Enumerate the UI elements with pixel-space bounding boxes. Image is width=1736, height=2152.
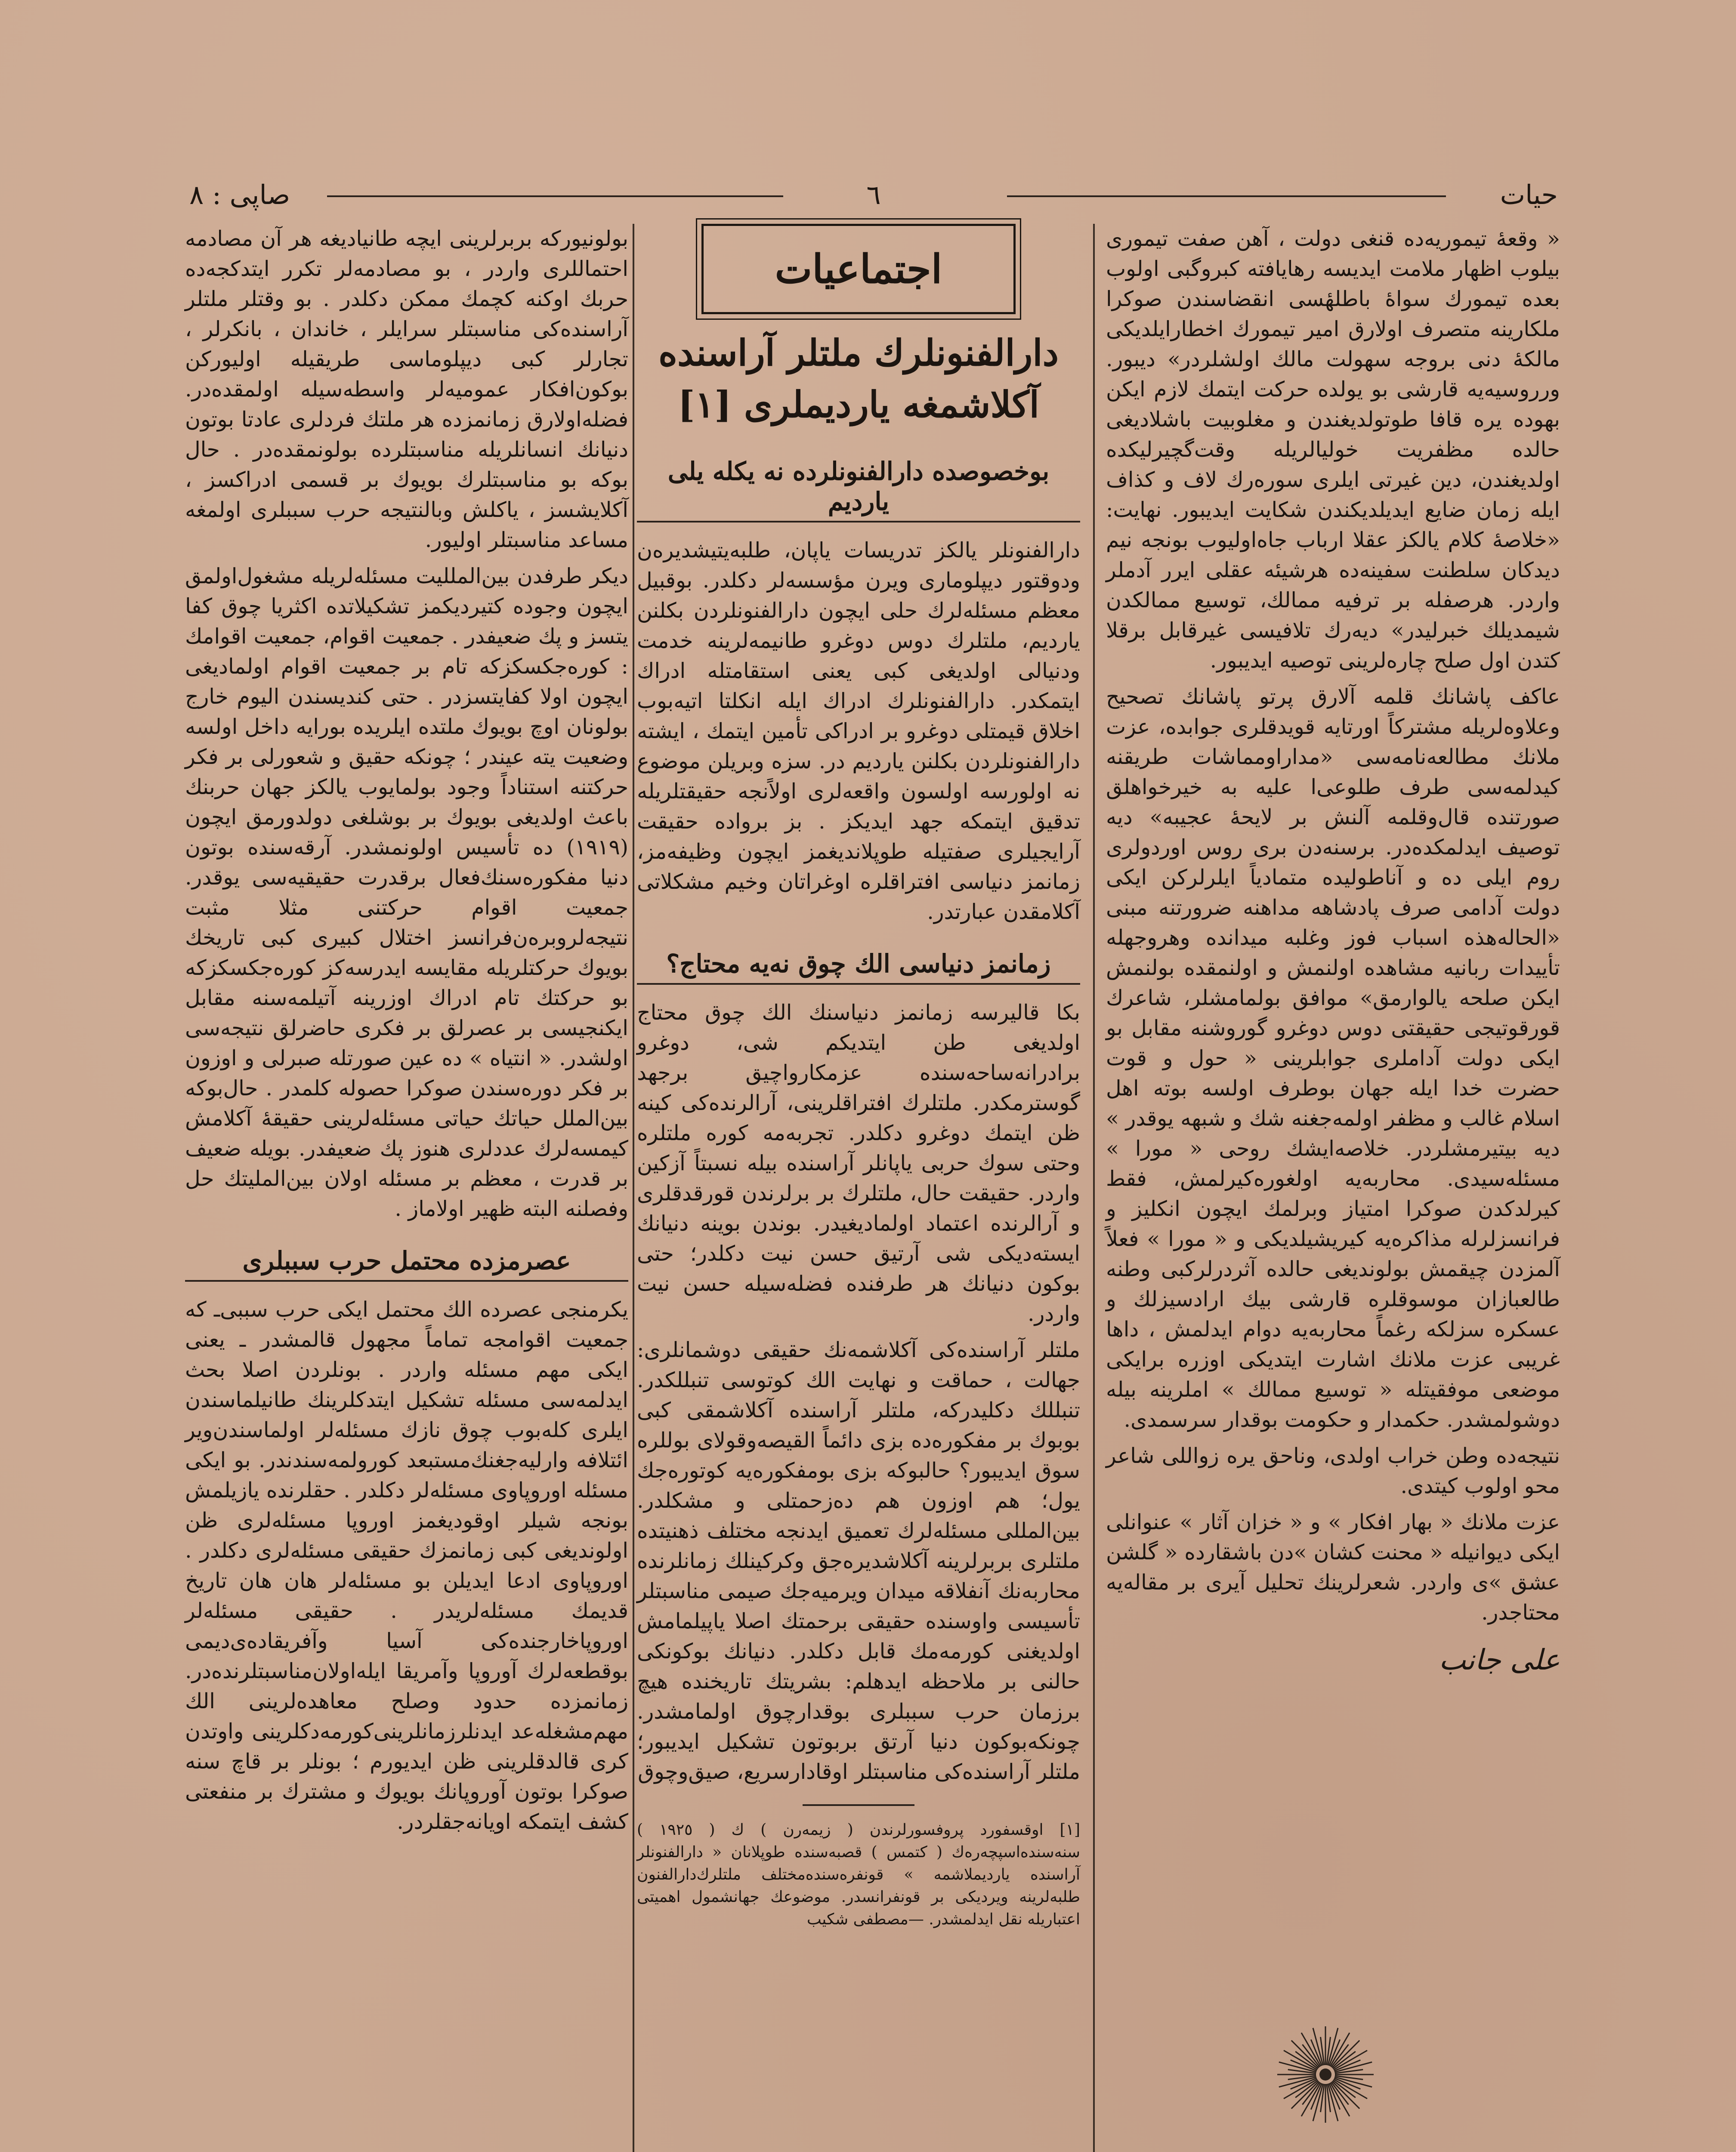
right-paragraph: « وقعهٔ تیموریه‌ده قنغی دولت ، آهن صفت تیموری بیلوب اظهار ملامت ایدیسه رهایافته کبروگبی اولوب بعده تیمورك سواهٔ باطلهٔسی انقضاسندن صوکرا ملکارینه متصرف اولارق امیر تیمورك اخطارایلدیکی مالکهٔ دنی بروجه سهولت مالك اولشلردر» دیبور. ورروسیه‌یه قارشی بو یولده حرکت ایتمك لازم ایکن بهوده یره قافا طوتولدیغندن و مغلوبیت باشلادیغی حالده مظفریت خولیالریله وقت‌گچیرلیکده اولدیغندن، دین غیرتی ایلری سوره‌رك لاف و کذاف ایله زمان ضایع ایدیلدیکندن شکایت ایدیبور. نهایت: «خلاصهٔ کلام یالکز عقلا ارباب جاه‌اولیوب بونجه نیم دیدکان سلطنت سفینه‌ده هرشیئه عقلی ایرر آدملر واردر. هرصفله بر ترفیه ممالك، توسیع ممالکدن شیمدیلك خبرلیدر» دیه‌رك تلافیسی غیرقابل برقلا کتدن اول صلح چاره‌لرینی توصیه ایدیبور. <box>1106 226 1560 673</box>
footnote: [١] اوقسفورد پروفسورلرندن ( زیمه‌رن ) ك ( ١٩٢٥ ) سنه‌سنده‌اسپچه‌ره‌ك ( کتمس ) قصبه‌سنده طوپلانان « دارالفنونلر آراسنده یاردیملاشمه » قونفره‌سنده‌مختلف ملتلرك‌دارالفنون طلبه‌لرینه ویردیکی بر قونفرانسدر. موضوعك جهانشمول اهمیتی اعتباریله نقل ایدلمشدر. —مصطفی شکیب <box>637 1821 1080 1928</box>
subheading: عصرمزده محتمل حرب سببلری <box>185 1246 628 1282</box>
header-rule-right <box>1007 195 1446 197</box>
section-box-title: اجتماعیات <box>701 224 1016 314</box>
journal-name: حیات <box>1500 179 1558 210</box>
author-signature: علی جانب <box>1439 1643 1560 1676</box>
column-divider-right <box>1093 224 1095 2152</box>
left-paragraph: یکرمنجی عصرده الك محتمل ایکی حرب سببی‌ـ که جمعیت اقوامجه تماماً مجهول قالمشدر ـ یعنی ایکی مهم مسئله واردر . بونلردن اصلا بحث ایدلمه‌سی مسئله تشکیل ایتدکلرینك طانیلماسندن ایلری کله‌بوب چوق نازك مسئله‌لر اولماسندن‌ویر ائتلافه وارلیه‌جغنك‌مستبعد کورولمه‌سندندر. بو ایکی مسئله اوروپاوی مسئله‌لر دکلدر . حقلرنده یازیلمش بونجه شیلر اوقودیغمز اوروپا مسئله‌لری ظن اولوندیغی کبی زمانمزك حقیقی مسئله‌لری دکلدر . اوروپاوی ادعا ایدیلن بو مسئله‌لر هان هان تاریخ قدیمك مسئله‌لریدر . حقیقی مسئله‌لر اوروپاخارجنده‌کی آسیا وآفریقاده‌ی‌دیمی بوقطعه‌لرك آوروپا وآمریقا ایله‌اولان‌مناسبتلرنده‌در. زمانمزده حدود وصلح معاهده‌لرینی الك مهم‌مشغله‌عد ایدنلر‌زمانلرینی‌کورمه‌دکلرینی واوتدن کری قالدقلرینی ظن ایدیورم ؛ بونلر بر قاچ سنه صوکرا بوتون آوروپانك بویوك و مشترك بر منفعتی کشف ایتمکه اویانه‌جقلردر. <box>185 1297 628 1834</box>
left-paragraph: بولونیورکه بربرلرینی ایچه طانیادیغه هر آن مصادمه احتماللری واردر ، بو مصادمه‌لر تکرر ایتدکجه‌ده حربك اوکنه کچمك ممکن دکلدر . بو وقتلر ملتلر آراسنده‌کی مناسبتلر سرایلر ، خاندان ، بانکرلر ، تجارلر کبی دیپلوماسی طریقیله اولیورکن بوکون‌افکار عمومیه‌لر واسطه‌سیله اولمقده‌در. فضله‌اولارق زمانمزده هر ملتك فردلری عادتا بوتون دنیانك انسانلریله مناسبتلرده بولونمقده‌در . حال بوکه بو مناسبتلرك بویوك بر قسمی ادراکسز ، آکلایشسز ، یاکلش وبالنتیجه حرب سببلری اولمغه مساعد مناسبتلر اولیور. <box>185 226 628 552</box>
article-title: دارالفنونلرك ملتلر آراسنده آکلاشمغه یاردیملری [١] <box>658 331 1059 426</box>
issue-number: صاپی : ٨ <box>189 179 290 210</box>
sunburst-ornament-icon <box>1274 2023 1377 2126</box>
page-header <box>189 176 1558 214</box>
subheading: زمانمز دنیاسی الك چوق نه‌یه محتاج؟ <box>637 949 1080 985</box>
right-paragraph: عزت ملانك « بهار افکار » و « خزان آثار » عنوانلی ایکی دیوانیله « محنت کشان »دن باشقا‌رده « گلشن عشق »ی واردر. شعرلرینك تحلیل آیری بر مقاله‌یه محتاجدر. <box>1106 1510 1560 1625</box>
left-column <box>185 224 628 1843</box>
column-divider-left <box>633 224 634 2152</box>
subheading: بوخصوصده دارالفنونلرده نه یکله یلی یاردیم <box>637 456 1080 523</box>
middle-paragraph: بکا قالیرسه زمانمز دنیاسنك الك چوق محتاج اولدیغی طن ایتدیکم شی، دوغرو برادرانه‌ساحه‌سنده عزمکارواچیق برجهد گوسترمکدر. ملتلرك افتراقلرینی، آرالرنده‌کی کینه ظن ایتمك دوغرو دکلدر. تجربه‌مه کوره ملتلره وحتی سوك حربی یاپانلر آراسنده بیله نسبتاً آزکین واردر. حقیقت حال، ملتلرك بر برلرندن قورقدقلری و آرالرنده اعتماد اولمادیغیدر. بوندن بوینه دنیانك ایسته‌دیکی شی آرتیق حسن نیت دکلدر؛ حتی بوکون دنیانك هر طرفنده فضله‌سیله حسن نیت واردر. <box>637 1000 1080 1326</box>
right-column <box>1106 224 1560 1681</box>
middle-paragraph: دارالفنونلر یالکز تدریسات یاپان، طلبه‌یتیشدیره‌ن ودوقتور دیپلوماری ویرن مؤسسه‌لر دکلدر. بوقبیل معظم مسئله‌لرك حلی ایچون دارالفنونلردن بکلنن یاردیم، ملتلرك دوس دوغرو طانیمه‌لرینه خدمت ودنیالی اولدیغی کبی یعنی استقامتله ادراك ایتمکدر. دارالفنونلرك ادراك ایله انکلتا اتیه‌بوب اخلاق قیمتلی دوغرو بر ادراکی تأمین ایتمك ، ایشته دارالفنونلردن بکلنن یاردیم در. سزه وبریلن موضوع نه اولورسه اولسون واقعه‌لری اولاً‌نجه حقیقتلریله تدقیق ایتمکه جهد ایدیکز . بز برواده حقیقت آرایجیلری صفتیله طوپلاندیغمز ایچون وظیفه‌مز، زمانمز دنیاسی افتراقلره اوغراتان وخیم مشکلاتی آکلامقدن عبارتدر. <box>637 538 1080 924</box>
left-paragraph: دیکر طرفدن بین‌المللیت مسئله‌لریله مشغول‌اولمق ایچون وجوده کتیردیکمز تشکیلاتده اکثریا چوق کفا یتسز و پك ضعیفدر . جمعیت اقوام، جمعیت اقوامك : کوره‌جکسکزکه تام بر جمعیت اقوام اولمادیغی ایچون اولا کفایتسزدر . حتی کندیسندن الیوم خارج بولونان اوچ بویوك ملتده ایلریده بورایه داخل اولسه وضعیت یته عیندر ؛ چونکه حقیق و شعورلی بر فکر حرکتنه استناداً وجود بولمایوب یالکز جهان حربنك باعث اولدیغی بویوك بر بوشلغی دولدورمق ایچون (١٩١٩) ده تأسیس اولونمشدر. آرقه‌سنده بوتون دنیا مفکوره‌سنك‌فعال برقدرت حقیقیه‌سی یوقدر. جمعیت اقوام حرکتنی مثلا مثبت نتیجه‌لروبره‌ن‌فرانسز اختلال کبیری کبی تاریخك بویوك حرکتلریله مقایسه ایدرسه‌کز کوره‌جکسکزکه بو حرکتك تام ادراك اوزرینه آتیلمه‌سنه مقابل ایکنجیسی بر عصرلق بر فکری حاضرلق نتیجه‌سی اولشدر. « انتیاه » ده عین صورتله صبرلی و اوزون بر فکر دوره‌سندن صوکرا حصوله کلمدر . حال‌بوکه بین‌الملل حیاتك حیاتی مسئله‌لرینی حقیقهٔ آکلامش کیمسه‌لرك عددلری هنوز پك ضعیفدر. بویله ضعیف بر قدرت ، معظم بر مسئله اولان بین‌الملیتك حل وفصلنه البته ظهیر اولاماز . <box>185 564 628 1221</box>
right-paragraph: عاکف پاشانك قلمه آلارق پرتو پاشانك تصحیح وعلاوه‌لریله مشترکاً اورتایه قویدقلری جوابده، عزت ملانك مطالعه‌نامه‌سی «مداراومماشات طریقنه کیدلمه‌سی طرف طلوعی‌ا علیه به خیرخواهلق صورتنده قال‌وقلمه آلنش بر لایحهٔ عجیبه» دیه توصیف ایدلمکده‌در. برسنه‌دن بری روس اوردولری روم ایلی ده و آناطولیده متمادیاً ایلرلرکن ایکی دولت آدامی صرف پادشاهه مداهنه ضرورتنه مبنی «الحاله‌هذه اسباب فوز وغلبه میدانده وهروجهله تأییدات ربانیه مشاهده اولنمش و اولنمقده بولنمش ایکن صلحه یالوارمق» موافق بولمامشلر، شاعرك قورقوتیجی حقیقتی دوس دوغرو گوروشنه مقابل بو ایکی دولت آداملری جوابلرینی « حول و قوت حضرت خدا ایله جهان بوطرف اولسه بوته اهل اسلام غالب و مظفر اولمه‌جغنه شك و شبهه یوقدر » دیه بیتیرمشلردر. خلاصه‌ایشك روحی « مورا » مسئله‌سیدی. محاربه‌یه اولغوره‌کیرلمش، فقط کیرلدکدن صوکرا امتیاز وبرلمك ایچون انکلیز و فرانسزلرله مذاکره‌یه کیریشیلدیکی و « مورا » فعلاً آلمزدن چیقمش بولوندیغی حالده آثردرلرکبی وطنه طالعبازان موسوقلره قارشی بیك ارادسیزلك و عسکره سزلکه رغماً محاربه‌یه دوام ایدلمش ، داها غریبی عزت ملانك اشارت ایتدیکی اوزره برایکی موضعی موفقیتله « توسیع ممالك » املرینه بیله دوشولمشدر. حکمدار و حکومت بوقدار سرسمدی. <box>1106 684 1560 1432</box>
header-page-number: ٦ <box>866 179 881 210</box>
right-paragraph: نتیجه‌ده وطن خراب اولدی، وناحق یره زواللی شاعر محو اولوب کیتدی. <box>1106 1444 1560 1498</box>
footnote-rule <box>803 1804 914 1806</box>
header-rule-left <box>327 195 783 197</box>
middle-paragraph: ملتلر آراسنده‌کی آکلاشمه‌نك حقیقی دوشمانلری: جهالت ، حماقت و نهایت الك کوتوسی تنبللکدر. تنبللك دکلیدرکه، ملتلر آراسنده آکلاشمقی کبی بوبوك بر مفکوره‌ده بزی دائماً القیصه‌وقولای بوللره سوق ایدیبور؟ حالبوکه بزی بومفکوره‌یه کوتوره‌جك یول؛ هم اوزون هم ده‌زحمتلی و مشکلدر. بین‌المللی مسئله‌لرك تعمیق ایدنجه مختلف ذهنیتده ملتلری بربرلرینه آکلاشدیره‌جق وکرکینلك زمانلرنده محاربه‌نك آنفلاقه میدان ویرمیه‌جك صیمی مناسبتلر تأسیسی واوسنده حقیقی برحمتك اصلا یاپیلمامش اولدیغنی کورمه‌مك قابل دکلدر. دنیانك بوکونکی حالنی بر ملاحظه ایدهلم: بشریتك تاریخنده هیچ برزمان حرب سببلری بوقدارچوق اولمامشدر. چونکه‌بوکون دنیا آرتق بربوتون تشکیل ایدیبور؛ ملتلر آراسنده‌کی مناسبتلر اوقادارسریع، صیق‌وچوق <box>637 1338 1080 1784</box>
middle-column <box>637 215 1080 1937</box>
